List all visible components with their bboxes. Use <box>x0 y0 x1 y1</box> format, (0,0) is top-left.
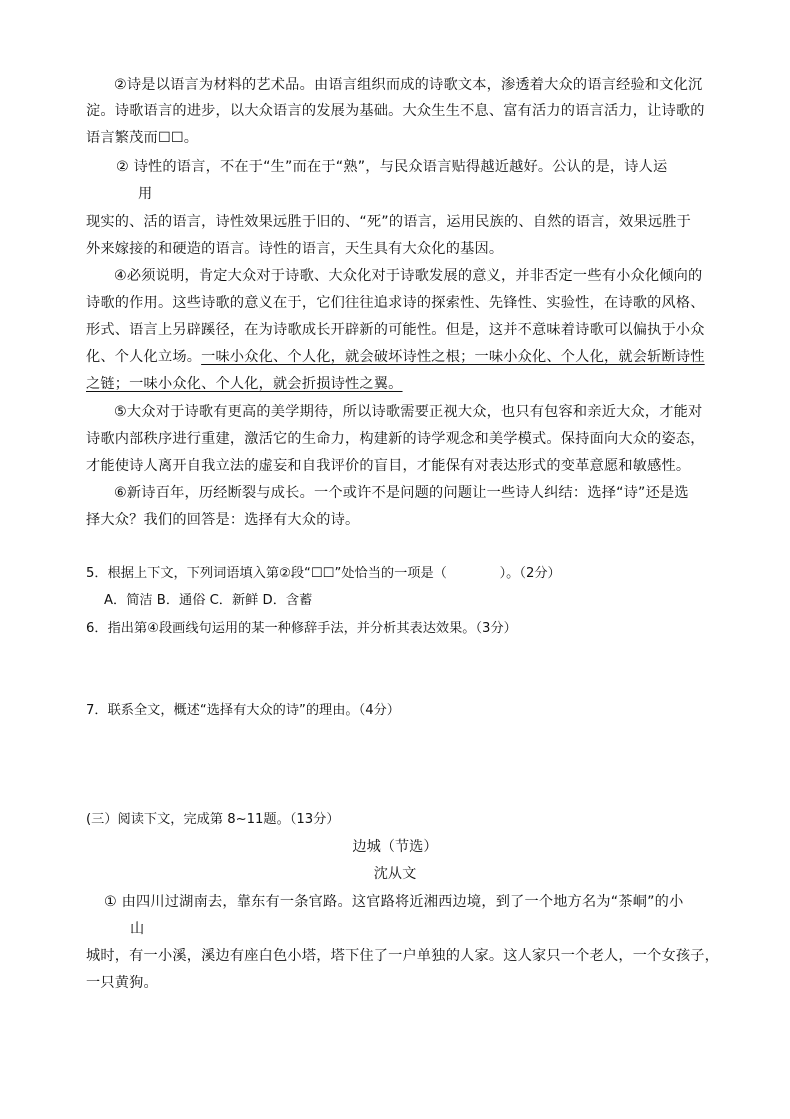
passage-p6-line2: 择大众？我们的回答是：选择有大众的诗。 <box>86 512 360 528</box>
passage-p2-line3: 语言繁茂而☐☐。 <box>86 130 199 146</box>
story-p1-line2: 山 <box>130 921 145 937</box>
story-p1-line3: 城时，有一小溪，溪边有座白色小塔，塔下住了一户单独的人家。这人家只一个老人，一个女孩子， <box>86 948 720 964</box>
question-7: 7．联系全文，概述“选择有大众的诗”的理由。（4分） <box>86 703 400 718</box>
underlined-sentence-part2: 之链；一味小众化、个人化，就会折损诗性之翼。 <box>86 376 403 392</box>
passage-p3-line3: 现实的、活的语言，诗性效果远胜于旧的、“死”的语言，运用民族的、自然的语言，效果远胜于 <box>86 214 691 230</box>
passage-p4-line4-plain: 化、个人化立场。 <box>86 349 202 365</box>
passage-p6-line1: ⑥新诗百年，历经断裂与成长。一个或许不是问题的问题让一些诗人纠结：选择“诗”还是选 <box>114 485 689 501</box>
question-6: 6．指出第④段画线句运用的某一种修辞手法，并分析其表达效果。（3分） <box>86 621 517 636</box>
story-p1-line1: ① 由四川过湖南去，靠东有一条官路。这官路将近湘西边境，到了一个地方名为“茶峒”的小 <box>104 894 684 910</box>
passage-p2-line2: 淀。诗歌语言的进步，以大众语言的发展为基础。大众生生不息、富有活力的语言活力，让诗歌的 <box>86 103 705 119</box>
passage-p5-line3: 才能使诗人离开自我立法的虚妄和自我评价的盲目，才能保有对表达形式的变革意愿和敏感性。 <box>86 458 691 474</box>
passage-p3-line4: 外来嫁接的和硬造的语言。诗性的语言，天生具有大众化的基因。 <box>86 241 504 257</box>
passage-p3-line2: 用 <box>138 186 153 202</box>
passage-p5-line1: ⑤大众对于诗歌有更高的美学期待，所以诗歌需要正视大众，也只有包容和亲近大众，才能对 <box>114 404 703 420</box>
passage-p4-line3: 形式、语言上另辟蹊径，在为诗歌成长开辟新的可能性。但是，这并不意味着诗歌可以偏执于小众 <box>86 322 705 338</box>
passage-p4-line5 <box>86 374 403 394</box>
question-5: 5．根据上下文，下列词语填入第②段“☐☐”处恰当的一项是（ ）。（2分） <box>86 566 561 581</box>
section-3-heading: (三）阅读下文，完成第 8~11题。（13分） <box>86 812 340 827</box>
story-title: 边城（节选） <box>352 839 438 855</box>
passage-p4-line2: 诗歌的作用。这些诗歌的意义在于，它们往往追求诗的探索性、先锋性、实验性，在诗歌的风格、 <box>86 295 705 311</box>
underlined-sentence-part1: 一味小众化、个人化，就会破坏诗性之根；一味小众化、个人化，就会斩断诗性 <box>201 349 705 365</box>
story-author: 沈从文 <box>373 866 417 882</box>
passage-p2-line1: ②诗是以语言为材料的艺术品。由语言组织而成的诗歌文本，渗透着大众的语言经验和文化沉 <box>114 77 703 93</box>
passage-p4-line1: ④必须说明，肯定大众对于诗歌、大众化对于诗歌发展的意义，并非否定一些有小众化倾向的 <box>114 268 703 284</box>
passage-p5-line2: 诗歌内部秩序进行重建，激活它的生命力，构建新的诗学观念和美学模式。保持面向大众的姿态， <box>86 431 705 447</box>
story-p1-line4: 一只黄狗。 <box>86 975 158 991</box>
question-5-options: A．简洁 B．通俗 C．新鲜 D．含蓄 <box>104 593 313 608</box>
passage-p3-line1: ② 诗性的语言，不在于“生”而在于“熟”，与民众语言贴得越近越好。公认的是，诗人运 <box>116 159 668 175</box>
passage-p4-line4 <box>86 347 705 367</box>
